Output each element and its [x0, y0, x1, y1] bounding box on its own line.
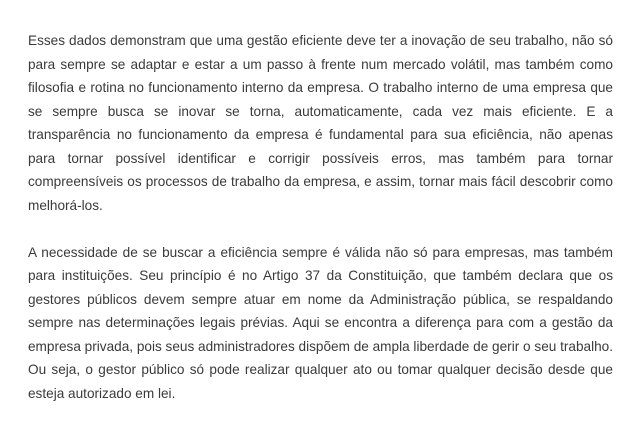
article-body	[28, 29, 613, 429]
paragraph-1: Esses dados demonstram que uma gestão eficiente deve ter a inovação de seu trabalho, não só para sempre se adaptar e estar a um passo à frente num mercado volátil, mas também como filosofia e rotina no funcionamento interno da empresa. O trabalho interno de uma empresa que se sempre busca se inovar se torna, automaticamente, cada vez mais eficiente. E a transparência no funcionamento da empresa é fundamental para sua eficiência, não apenas para tornar possível identificar e corrigir possíveis erros, mas também para tornar compreensíveis os processos de trabalho da empresa, e assim, tornar mais fácil descobrir como melhorá-los.	[28, 33, 613, 213]
paragraph-2: A necessidade de se buscar a eficiência sempre é válida não só para empresas, mas também para instituições. Seu princípio é no Artigo 37 da Constituição, que também declara que os gestores públicos devem sempre atuar em nome da Administração pública, se respaldando sempre nas determinações legais prévias. Aqui se encontra a diferença para com a gestão da empresa privada, pois seus administradores dispõem de ampla liberdade de gerir o seu trabalho. Ou seja, o gestor público só pode realizar qualquer ato ou tomar qualquer decisão desde que esteja autorizado em lei.	[28, 244, 613, 401]
